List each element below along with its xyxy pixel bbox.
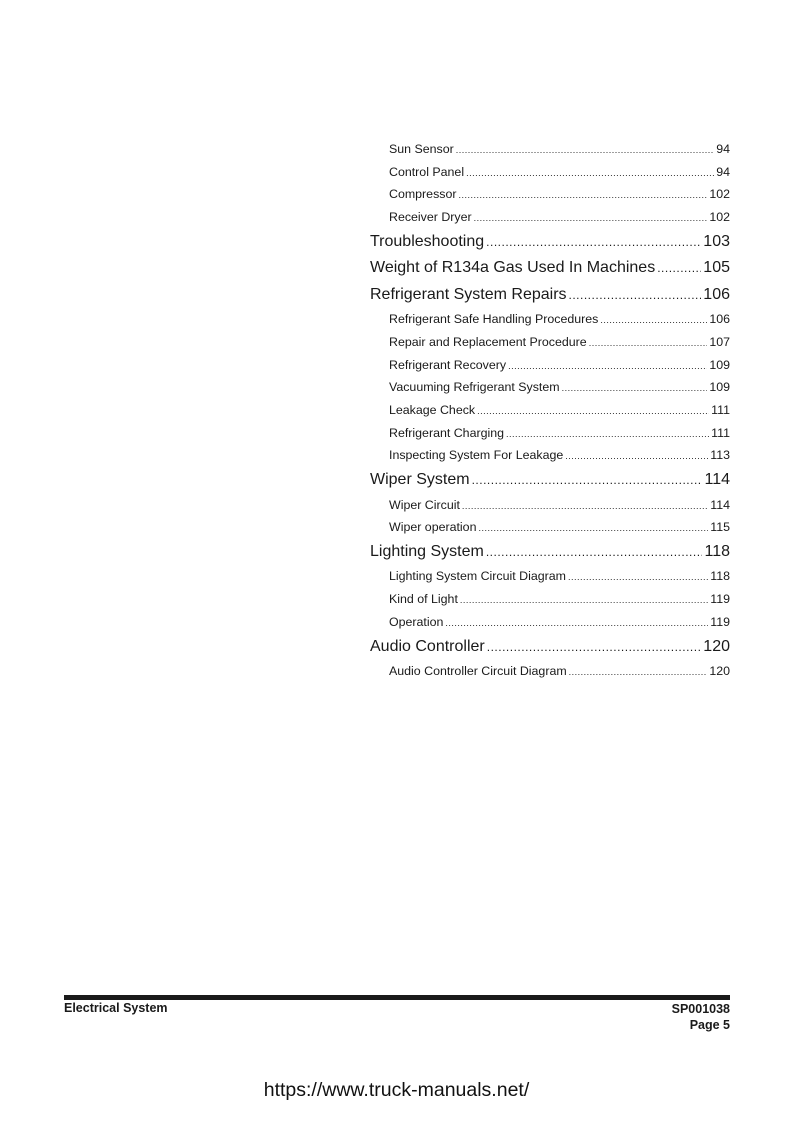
toc-dot-leader <box>568 565 708 589</box>
toc-section-entry[interactable] <box>370 255 730 282</box>
toc-subsection-entry[interactable] <box>389 206 730 229</box>
toc-entry-page: 119 <box>710 592 730 607</box>
toc-entry-page: 114 <box>710 497 730 512</box>
toc-section-entry[interactable] <box>370 467 730 494</box>
toc-subsection-entry[interactable] <box>389 354 730 377</box>
toc-subsection-entry[interactable] <box>389 422 730 445</box>
toc-dot-leader <box>474 206 708 230</box>
toc-section-entry[interactable] <box>370 539 730 566</box>
toc-entry-label: Troubleshooting <box>370 232 485 250</box>
toc-dot-leader <box>486 229 701 256</box>
toc-subsection-entry[interactable] <box>389 660 730 683</box>
toc-entry-label: Weight of R134a Gas Used In Machines <box>370 259 656 277</box>
toc-entry-label: Lighting System <box>370 542 484 560</box>
toc-entry-page: 119 <box>710 614 730 629</box>
toc-entry-label: Leakage Check <box>389 403 476 417</box>
toc-dot-leader <box>569 660 708 684</box>
toc-dot-leader <box>477 399 709 423</box>
toc-subsection-entry[interactable] <box>389 376 730 399</box>
table-of-contents <box>370 138 730 683</box>
toc-dot-leader <box>456 138 714 162</box>
toc-entry-page: 111 <box>711 425 730 440</box>
toc-subsection-entry[interactable] <box>389 183 730 206</box>
toc-entry-label: Receiver Dryer <box>389 210 472 225</box>
toc-subsection-entry[interactable] <box>389 138 730 161</box>
footer-page-info <box>672 1001 730 1033</box>
toc-entry-page: 106 <box>709 312 730 327</box>
toc-entry-page: 94 <box>716 164 730 179</box>
toc-dot-leader <box>458 183 707 207</box>
toc-dot-leader <box>445 611 708 635</box>
toc-entry-label: Kind of Light <box>389 592 458 607</box>
toc-entry-page: 114 <box>704 471 730 489</box>
toc-entry-label: Audio Controller Circuit Diagram <box>389 664 567 678</box>
toc-subsection-entry[interactable] <box>389 444 730 467</box>
toc-dot-leader <box>466 161 714 185</box>
toc-entry-page: 120 <box>703 637 730 655</box>
toc-entry-page: 106 <box>703 285 730 303</box>
toc-dot-leader <box>600 308 707 332</box>
toc-entry-label: Inspecting System For Leakage <box>389 448 564 463</box>
toc-entry-label: Refrigerant Charging <box>389 425 505 440</box>
toc-entry-label: Lighting System Circuit Diagram <box>389 569 566 584</box>
toc-subsection-entry[interactable] <box>389 331 730 354</box>
toc-entry-page: 105 <box>703 259 730 277</box>
toc-dot-leader <box>472 467 703 494</box>
toc-subsection-entry[interactable] <box>389 399 730 422</box>
toc-entry-label: Compressor <box>389 187 457 202</box>
toc-entry-label: Wiper System <box>370 471 470 489</box>
toc-dot-leader <box>569 282 702 309</box>
toc-entry-page: 120 <box>709 664 730 678</box>
toc-subsection-entry[interactable] <box>389 308 730 331</box>
toc-section-entry[interactable] <box>370 282 730 309</box>
toc-dot-leader <box>460 588 708 612</box>
toc-entry-label: Sun Sensor <box>389 142 454 156</box>
footer-doc-number: SP001038 <box>671 1002 730 1016</box>
footer-section-title: Electrical System <box>64 1001 168 1015</box>
toc-dot-leader <box>462 494 708 518</box>
toc-section-entry[interactable] <box>370 634 730 661</box>
toc-entry-label: Control Panel <box>389 164 465 179</box>
toc-dot-leader <box>562 376 708 400</box>
toc-dot-leader <box>565 444 708 468</box>
toc-entry-label: Audio Controller <box>370 637 485 655</box>
toc-entry-page: 103 <box>703 232 730 250</box>
toc-dot-leader <box>589 331 708 355</box>
toc-subsection-entry[interactable] <box>389 611 730 634</box>
toc-dot-leader <box>478 516 708 540</box>
toc-entry-label: Operation <box>389 614 444 629</box>
toc-dot-leader <box>487 634 702 661</box>
toc-dot-leader <box>486 539 703 566</box>
toc-dot-leader <box>506 422 709 446</box>
toc-subsection-entry[interactable] <box>389 588 730 611</box>
toc-entry-page: 109 <box>709 380 730 395</box>
toc-entry-page: 102 <box>709 210 730 225</box>
toc-entry-label: Refrigerant Safe Handling Procedures <box>389 312 599 327</box>
toc-subsection-entry[interactable] <box>389 516 730 539</box>
toc-entry-label: Refrigerant Recovery <box>389 357 507 372</box>
toc-entry-page: 102 <box>709 187 730 202</box>
toc-entry-label: Repair and Replacement Procedure <box>389 334 587 349</box>
toc-entry-page: 118 <box>710 569 730 584</box>
footer-rule <box>64 995 730 1000</box>
toc-entry-page: 94 <box>716 142 730 156</box>
toc-section-entry[interactable] <box>370 229 730 256</box>
toc-entry-page: 107 <box>709 334 730 349</box>
toc-entry-label: Vacuuming Refrigerant System <box>389 380 560 395</box>
toc-subsection-entry[interactable] <box>389 161 730 184</box>
toc-entry-page: 111 <box>711 403 730 417</box>
toc-dot-leader <box>508 354 707 378</box>
toc-dot-leader <box>657 255 701 282</box>
footer-page-number: Page 5 <box>689 1018 730 1032</box>
toc-subsection-entry[interactable] <box>389 565 730 588</box>
website-url[interactable]: https://www.truck-manuals.net/ <box>263 1079 530 1101</box>
toc-entry-label: Wiper operation <box>389 520 477 535</box>
toc-entry-label: Wiper Circuit <box>389 497 460 512</box>
toc-subsection-entry[interactable] <box>389 494 730 517</box>
toc-entry-page: 109 <box>709 357 730 372</box>
toc-entry-label: Refrigerant System Repairs <box>370 285 567 303</box>
toc-entry-page: 118 <box>704 542 730 560</box>
toc-entry-page: 115 <box>710 520 730 535</box>
toc-entry-page: 113 <box>710 448 730 463</box>
